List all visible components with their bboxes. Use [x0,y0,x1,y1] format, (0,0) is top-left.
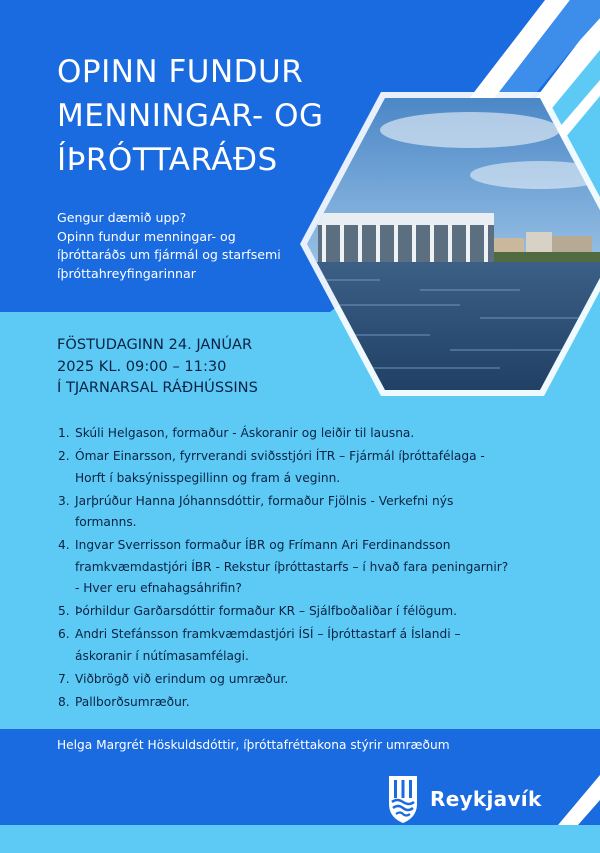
agenda-text: Viðbrögð við erindum og umræður. [75,671,289,686]
title-line: ÍÞRÓTTARÁÐS [57,142,278,178]
agenda-text: Andri Stefánsson framkvæmdastjóri ÍSÍ – Íþróttastarf á Íslandi – [75,627,461,641]
event-date-location [57,334,258,399]
agenda-number: 3. [58,493,70,508]
event-title [57,50,324,182]
agenda-text: Þórhildur Garðarsdóttir formaður KR – Sjálfboðaliðar í félögum. [75,604,458,618]
agenda-text: framkvæmdastjóri ÍBR - Rekstur íþróttastarfs – í hvað fara peningarnir? [75,559,509,574]
agenda-number: 5. [58,604,70,618]
agenda-text: Ingvar Sverrisson formaður ÍBR og Frímann Ari Ferdinandsson [75,538,451,552]
agenda-text: formanns. [75,515,137,529]
agenda-text: Ómar Einarsson, fyrrverandi sviðsstjóri ÍTR – Fjármál íþróttafélaga - [75,449,485,463]
moderator-note: Helga Margrét Höskuldsdóttir, íþróttafréttakona stýrir umræðum [57,738,450,752]
when-line: Í TJARNARSAL RÁÐHÚSSINS [57,379,258,397]
agenda-number: 8. [58,694,70,709]
logo-wordmark: Reykjavík [430,787,542,811]
agenda-text: Jarþrúður Hanna Jóhannsdóttir, formaður Fjölnis - Verkefni nýs [75,493,454,508]
agenda-number: 4. [58,538,70,552]
agenda-text: Skúli Helgason, formaður - Áskoranir og leiðir til lausna. [75,426,415,440]
reykjavik-crest-icon [388,774,418,824]
agenda-text: Horft í baksýnisspegillinn og fram á veginn. [75,470,341,485]
agenda-item [58,601,578,623]
when-line: 2025 KL. 09:00 – 11:30 [57,357,227,375]
agenda-text: áskoranir í nútímasamfélagi. [75,648,249,663]
title-line: MENNINGAR- OG [57,98,324,134]
title-line: OPINN FUNDUR [57,54,304,90]
agenda-item [58,624,578,667]
agenda-item [58,446,578,489]
agenda-text: - Hver eru efnahagsáhrifin? [75,581,242,595]
agenda-item [58,491,578,534]
agenda-number: 7. [58,671,70,686]
subtitle-line: íþróttahreyfingarinnar [57,265,196,281]
agenda-text: Pallborðsumræður. [75,694,190,709]
subtitle-line: Gengur dæmið upp? [57,210,187,225]
agenda-number: 2. [58,449,70,463]
agenda-list [58,423,578,715]
agenda-item [58,423,578,445]
reykjavik-logo [388,774,542,824]
agenda-number: 1. [58,426,70,440]
event-subtitle [57,209,317,283]
agenda-number: 6. [58,627,70,641]
when-line: FÖSTUDAGINN 24. JANÚAR [57,336,253,353]
agenda-item [58,535,578,600]
subtitle-line: íþróttaráðs um fjármál og starfsemi [57,247,281,263]
subtitle-line: Opinn fundur menningar- og [57,228,236,244]
agenda-item [58,669,578,691]
agenda-item [58,692,578,714]
